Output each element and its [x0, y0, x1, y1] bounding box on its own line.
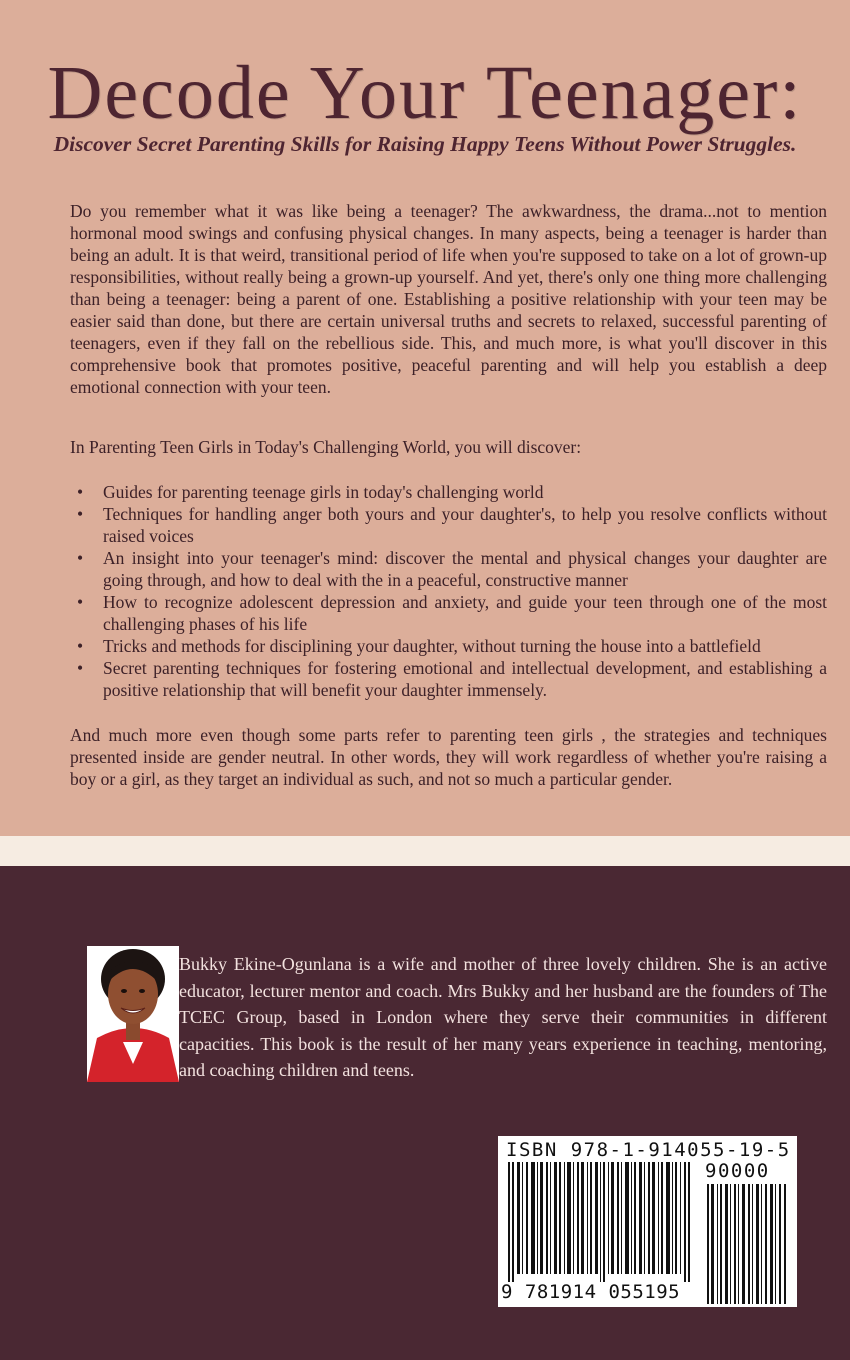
isbn-barcode	[498, 1136, 797, 1307]
book-title: Decode Your Teenager:	[47, 51, 803, 135]
bullet-icon: •	[77, 548, 84, 568]
intro-paragraph: Do you remember what it was like being a teenager? The awkwardness, the drama...not to mention hormonal mood swings and confusing physical changes. In many aspects, being a teenager is harder than being an adult. It is that weird, transitional period of life when you're supposed to take on a lot of grown-up responsibilities, without really being a grown-up yourself. And yet, there's only one thing more challenging than being a teenager: being a parent of one. Establishing a positive relationship with your teen may be easier said than done, but there are certain universal truths and secrets to relaxed, successful parenting of teenagers, even if they fall on the rebellious side. This, and much more, is what you'll discover in this comprehensive book that promotes positive, peaceful parenting and will help you establish a deep emotional connection with your teen.	[70, 201, 827, 397]
book-subtitle: Discover Secret Parenting Skills for Raising Happy Teens Without Power Struggles.	[53, 132, 797, 156]
list-item: • Guides for parenting teenage girls in today's challenging world	[77, 482, 544, 502]
benefit-list	[70, 481, 827, 701]
list-item: • Techniques for handling anger both yours and your daughter's, to help you resolve conflicts without raised voices	[77, 504, 827, 546]
bullet-icon: •	[77, 482, 84, 502]
bullet-icon: •	[77, 592, 84, 612]
author-bio: Bukky Ekine-Ogunlana is a wife and mother of three lovely children. She is an active educator, lecturer mentor and coach. Mrs Bukky and her husband are the founders of The TCEC Group, based in London where they serve their communities in different capacities. This book is the result of her many years experience in teaching, mentoring, and coaching children and teens.	[179, 954, 827, 1080]
price-addon: 90000	[705, 1160, 770, 1182]
isbn-label: ISBN 978-1-914055-19-5	[506, 1139, 791, 1161]
author-photo	[87, 946, 179, 1082]
barcode-digits: 9 781914 055195	[501, 1281, 681, 1303]
lead-sentence: In Parenting Teen Girls in Today's Challenging World, you will discover:	[70, 437, 582, 457]
bullet-icon: •	[77, 636, 84, 656]
bullet-icon: •	[77, 504, 84, 524]
closing-paragraph: And much more even though some parts refer to parenting teen girls , the strategies and techniques presented inside are gender neutral. In other words, they will work regardless of whether you're raising a boy or a girl, as they target an individual as such, and not so much a particular gender.	[70, 725, 827, 789]
list-item: • An insight into your teenager's mind: discover the mental and physical changes your daughter are going through, and how to deal with the in a peaceful, constructive manner	[77, 548, 827, 590]
bullet-icon: •	[77, 658, 84, 678]
list-item: • Secret parenting techniques for fostering emotional and intellectual development, and establishing a positive relationship that will benefit your daughter immensely.	[77, 658, 827, 700]
divider-strip	[0, 836, 850, 866]
list-item: • Tricks and methods for disciplining your daughter, without turning the house into a battlefield	[77, 636, 761, 656]
list-item: • How to recognize adolescent depression and anxiety, and guide your teen through one of the most challenging phases of his life	[77, 592, 827, 634]
